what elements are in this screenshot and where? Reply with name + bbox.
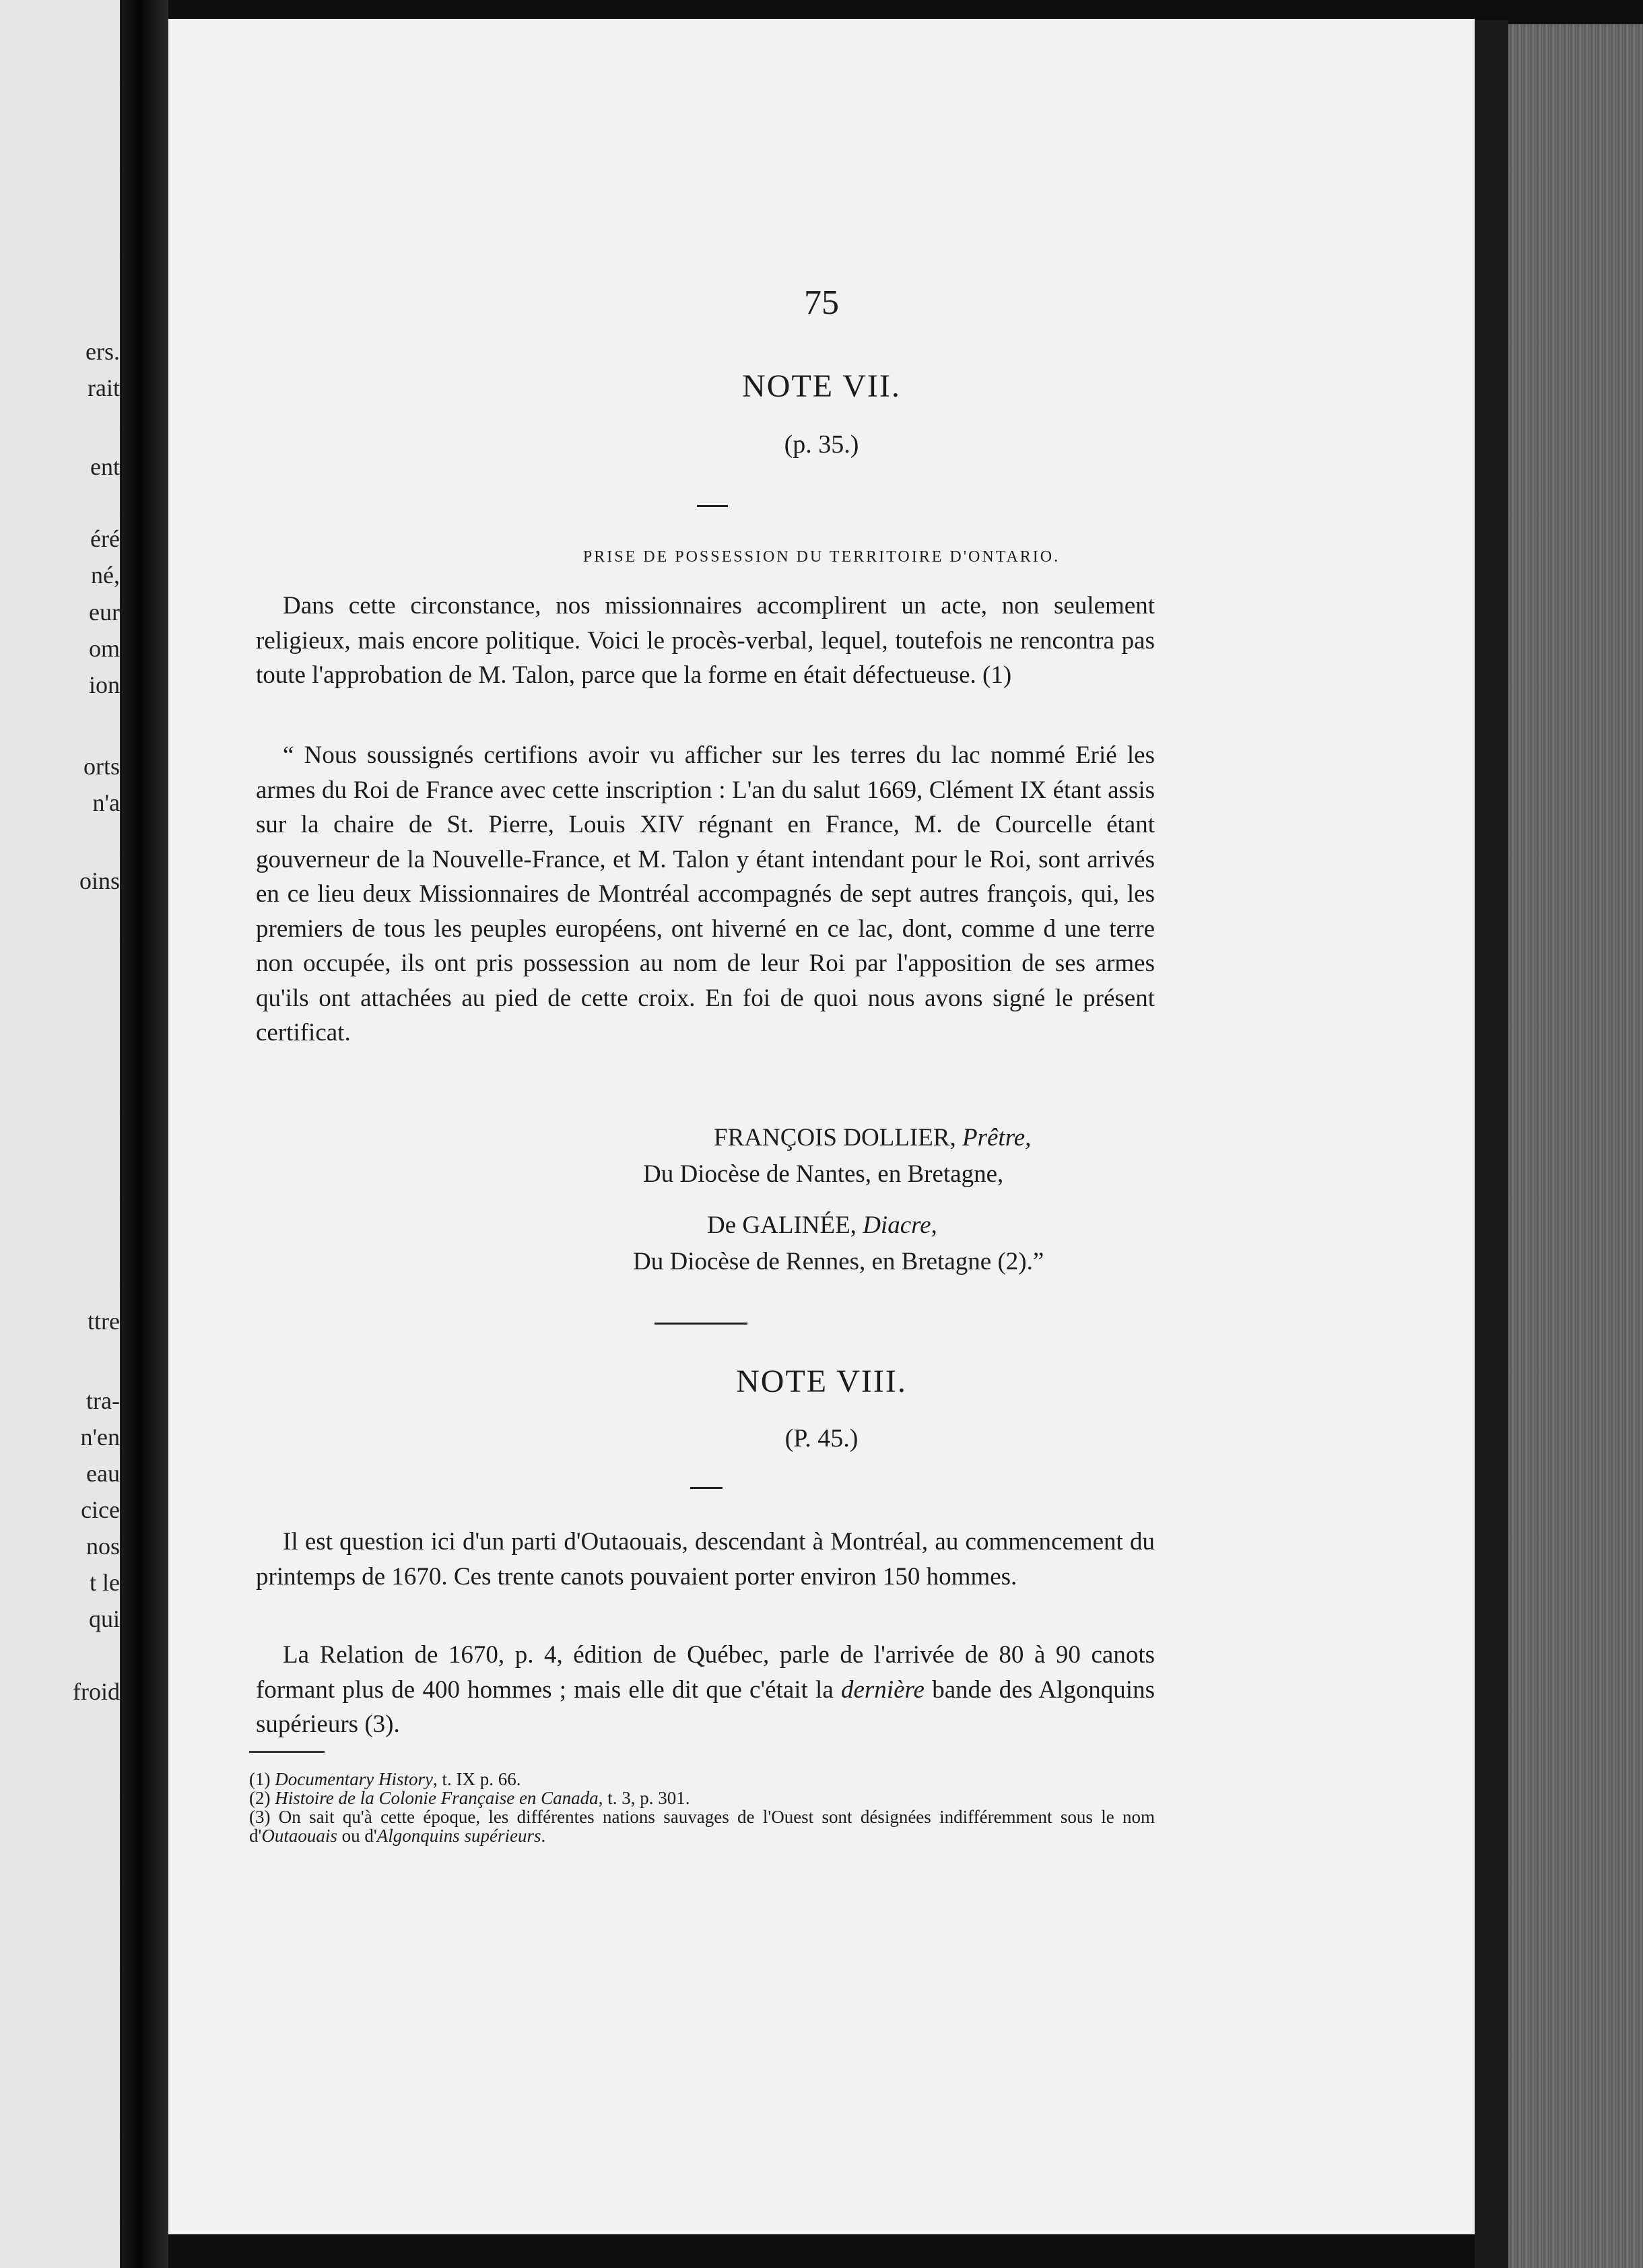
left-fragment: n'en — [80, 1424, 120, 1450]
left-fragment: ion — [88, 671, 120, 698]
note-7-subtitle: PRISE DE POSSESSION DU TERRITOIRE D'ONTARIO. — [582, 548, 1061, 566]
footnote-text: , t. 3, p. 301. — [598, 1788, 690, 1808]
left-fragment: qui — [88, 1605, 120, 1632]
left-fragment: orts — [83, 753, 120, 780]
left-fragment: om — [88, 635, 120, 662]
italic-word: dernière — [840, 1675, 925, 1704]
signature-name: De GALINÉE, — [707, 1211, 857, 1239]
left-fragment: ent — [90, 453, 120, 480]
paragraph-text: bande des Algonquins supérieurs (3). — [256, 1675, 1155, 1738]
left-fragment: ttre — [88, 1308, 120, 1335]
signature-title: Prêtre, — [962, 1124, 1032, 1152]
signature-title: Diacre, — [863, 1211, 937, 1239]
signature-galinee — [707, 1208, 937, 1243]
footnote-italic: Outaouais — [261, 1826, 337, 1846]
footnote-text: ou d' — [337, 1826, 377, 1846]
note-7-certificate-text: “ Nous soussignés certifions avoir vu afficher sur les terres du lac nommé Erié les armes du Roi de France avec cette inscription : L'an du salut 1669, Clément IX étant assis sur la chaire de St. Pierre, Louis XIV régnant en France, M. de Courcelle étant gouverneur de la Nouvelle-France, et M. Talon y étant intendant pour le Roi, sont arrivés en ce lieu deux Missionnaires de Montréal accompagnés de sept autres françois, qui, les premiers de tous les peuples européens, ont hiverné en ce lac, dont, comme d une terre non occupée, ils ont pris possession au nom de leur Roi par l'apposition de ses armes qu'ils ont attachées au pied de cette croix. En foi de quoi nous avons signé le présent certificat. — [256, 741, 1155, 1046]
footnote-text: , t. IX p. 66. — [432, 1769, 521, 1789]
left-fragment: tra- — [86, 1387, 120, 1414]
paragraph-text: La Relation de 1670, p. 4, édition de Québec, parle de l'arrivée de 80 à 90 canots formant plus de 400 hommes ; mais elle dit que c'était la — [256, 1641, 1155, 1704]
footnote-text: (3) On sait qu'à cette époque, les différentes nations sauvages de l'Ouest sont désignées indifféremment sous le nom d' — [249, 1807, 1155, 1846]
left-fragment: n'a — [92, 789, 120, 816]
section-divider — [655, 1323, 747, 1325]
footnote-title: Histoire de la Colonie Française en Canada — [275, 1788, 599, 1808]
note-8-paragraph-1: Il est question ici d'un parti d'Outaouais, descendant à Montréal, au commencement du printemps de 1670. Ces trente canots pouvaient porter environ 150 hommes. — [256, 1528, 1155, 1591]
page-edge-shadow — [1475, 20, 1508, 2268]
note-8-title: NOTE VIII. — [736, 1364, 907, 1399]
note-8-paragraph-2 — [256, 1638, 1155, 1742]
book-gutter — [120, 0, 168, 2268]
left-fragment: ers. — [86, 338, 120, 365]
footnote-number: (2) — [249, 1788, 275, 1808]
footnote-text: . — [541, 1826, 546, 1846]
footnote-title: Documentary History — [275, 1769, 433, 1789]
footnote-italic: Algonquins supérieurs — [376, 1826, 541, 1846]
signature-galinee-diocese: Du Diocèse de Rennes, en Bretagne (2).” — [633, 1248, 1044, 1275]
footnote-number: (1) — [249, 1769, 275, 1789]
signature-name: FRANÇOIS DOLLIER, — [714, 1124, 956, 1152]
left-fragment: rait — [88, 374, 120, 401]
footnote-divider — [249, 1751, 325, 1753]
note-7-title: NOTE VII. — [742, 368, 901, 404]
left-fragment: t le — [90, 1569, 120, 1596]
book-page-edges — [1508, 24, 1643, 2268]
left-fragment: eur — [89, 599, 120, 626]
left-fragment: né, — [91, 562, 120, 589]
note-8-page-ref: (P. 45.) — [784, 1424, 859, 1453]
left-fragment: eau — [86, 1460, 120, 1487]
left-fragment: cice — [81, 1496, 120, 1523]
note-7-paragraph-1: Dans cette circonstance, nos missionnaires accomplirent un acte, non seulement religieux, mais encore politique. Voici le procès-verbal, lequel, toutefois ne rencontra pas toute l'approbation de M. Talon, parce que la forme en était défectueuse. (1) — [256, 592, 1155, 689]
short-divider — [690, 1487, 723, 1489]
left-fragment: oins — [79, 867, 120, 894]
footnotes — [249, 1770, 1155, 1845]
left-facing-page — [0, 0, 120, 2268]
footnote-1 — [249, 1770, 1155, 1789]
document-page — [168, 19, 1475, 2234]
left-fragment: éré — [90, 525, 120, 552]
signature-dollier — [714, 1121, 1031, 1156]
note-7-page-ref: (p. 35.) — [784, 430, 859, 459]
page-number: 75 — [804, 284, 839, 322]
signature-dollier-diocese: Du Diocèse de Nantes, en Bretagne, — [643, 1160, 1004, 1188]
footnote-3 — [249, 1807, 1155, 1845]
left-fragment: froid — [73, 1678, 120, 1705]
footnote-2 — [249, 1789, 1155, 1807]
short-divider — [697, 505, 728, 507]
left-fragment: nos — [86, 1533, 120, 1560]
